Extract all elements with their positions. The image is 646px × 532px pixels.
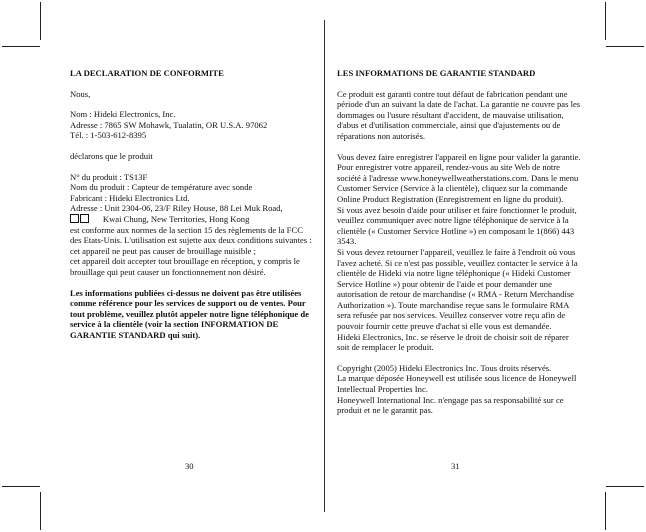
company-name: Nom : Hideki Electronics, Inc.: [70, 109, 176, 120]
manufacturer: Fabricant : Hideki Electronics Ltd.: [70, 192, 190, 203]
support-notice: Les informations publiées ci-dessus ne doivent pas être utilisées comme référence pour les services de support ou de ventes. Pour tout problème, veuillez plutôt appeler notre ligne téléphonique de service à la clientèle (voir la section INFORMATION DE GARANTIE STANDARD qui suit).: [70, 287, 309, 340]
condition-2: cet appareil doit accepter tout brouillage en réception, y compris le brouillage qui peut causer un fonctionnement non désiré.: [70, 256, 300, 277]
company-address: Adresse : 7865 SW Mohawk, Tualatin, OR U.S.A. 97062: [70, 119, 268, 130]
placeholder-glyph-icon: [70, 214, 90, 225]
register-intro: Vous devez faire enregistrer l'appareil en ligne pour valider la garantie.: [337, 151, 581, 162]
right-page: [337, 68, 582, 416]
manufacturer-city: Kwai Chung, New Territories, Hong Kong: [102, 213, 250, 224]
product-name: Nom du produit : Capteur de température avec sonde: [70, 182, 253, 193]
register-steps: Pour enregistrer votre appareil, rendez-vous au site Web de notre société à l'adresse www.honeywellweatherstations.com. Dans le menu Customer Service (Service à la clientèle), cliquez sur la commande Online Product Registration (Enregistrement en ligne du produit).: [337, 162, 579, 204]
copyright-text: Copyright (2005) Hideki Electronics Inc. Tous droits réservés.: [337, 362, 552, 373]
compliance-text: est conforme aux normes de la section 15 des règlements de la FCC des Etats-Unis. L'utilisation est sujette aux deux conditions suivantes :: [70, 224, 312, 246]
company-phone: Tél. : 1-503-612-8395: [70, 130, 147, 141]
crop-mark: [606, 46, 644, 47]
returns-text: Si vous devez retourner l'appareil, veuillez le faire à l'endroit où vous l'avez acheté. Si ce n'est pas possible, veuillez contacter le service à la clientèle de Hideki via notre ligne téléphonique (« Hideki Customer Service Hotline ») pour obtenir de l'aide et pour demander une autorisation de retour de marchandise (« RMA - Return Merchandise Authorization »). Toute marchandise reçue sans le formulaire RMA sera refusée par nos services. Veuillez conserver votre reçu afin de pouvoir fournir cette preuve d'achat si elle vous est demandée.: [337, 246, 578, 332]
nous-text: Nous,: [70, 88, 91, 99]
warranty-heading: LES INFORMATIONS DE GARANTIE STANDARD: [337, 68, 536, 78]
reserve-text: Hideki Electronics, Inc. se réserve le droit de choisir soit de réparer soit de remplacer le produit.: [337, 331, 569, 353]
crop-mark: [606, 486, 644, 487]
condition-1: cet appareil ne peut pas causer de brouillage nuisible ;: [70, 245, 256, 256]
page-divider: [324, 20, 325, 512]
crop-mark: [2, 486, 40, 487]
crop-mark: [40, 2, 41, 40]
help-text: Si vous avez besoin d'aide pour utiliser et faire fonctionner le produit, veuillez communiquer avec notre ligne téléphonique de service à la clientèle (« Customer Service Hotline ») en composant le 1(866) 443 3543.: [337, 204, 577, 247]
left-page: [70, 68, 312, 350]
manufacturer-address: Adresse : Unit 2304-06, 23/F Riley House, 88 Lei Muk Road,: [70, 203, 283, 214]
declaration-heading: LA DECLARATION DE CONFORMITE: [70, 68, 224, 78]
page-number-left: 30: [185, 461, 194, 471]
crop-mark: [2, 46, 40, 47]
manufacturer-city-line: [70, 214, 312, 225]
crop-mark: [605, 492, 606, 530]
page-number-right: 31: [451, 461, 460, 471]
declare-text: déclarons que le produit: [70, 150, 153, 161]
product-number: N° du produit : TS13F: [70, 171, 148, 182]
warranty-text: Ce produit est garanti contre tout défaut de fabrication pendant une période d'un an suivant la date de l'achat. La garantie ne couvre pas les dommages ou l'usure résultant d'accident, de mauvaise utilisation, d'abus et d'utilisation commerciale, ainsi que d'ajustements ou de réparations non autorisés.: [337, 88, 581, 141]
disclaimer-text: Honeywell International Inc. n'engage pas sa responsabilité sur ce produit et ne le garantit pas.: [337, 394, 564, 416]
trademark-text: La marque déposée Honeywell est utilisée sous licence de Honeywell Intellectual Properties Inc.: [337, 373, 577, 395]
crop-mark: [40, 492, 41, 530]
crop-mark: [605, 2, 606, 40]
